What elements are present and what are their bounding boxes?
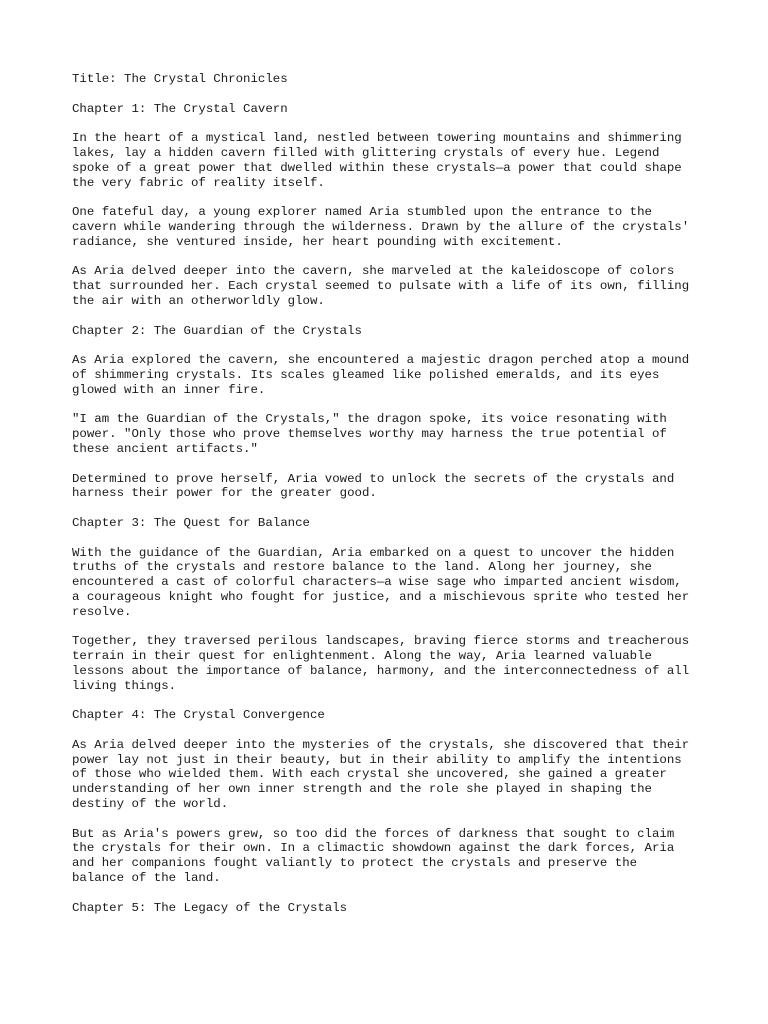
paragraph-line: In the heart of a mystical land, nestled between towering mountains and shimmering [72, 131, 682, 146]
chapter-3-paragraph-2 [72, 634, 704, 693]
chapter-4-paragraph-2 [72, 827, 704, 886]
chapter-2-heading [72, 324, 704, 339]
paragraph-line: But as Aria's powers grew, so too did the forces of darkness that sought to claim [72, 826, 675, 841]
paragraph-gap [72, 190, 704, 205]
paragraph-line: terrain in their quest for enlightenment. Along the way, Aria learned valuable [72, 649, 652, 664]
chapter-5-heading [72, 901, 704, 916]
chapter-4-paragraph-1 [72, 738, 704, 812]
paragraph-gap [72, 501, 704, 516]
chapter-1-paragraph-3 [72, 264, 704, 308]
paragraph-line: power lay not just in their beauty, but in their ability to amplify the intentions [72, 752, 682, 767]
document-title: Title: The Crystal Chronicles [72, 72, 288, 86]
paragraph-line: radiance, she ventured inside, her heart pounding with excitement. [72, 234, 563, 249]
paragraph-line: As Aria delved deeper into the cavern, she marveled at the kaleidoscope of colors [72, 264, 675, 279]
paragraph-gap [72, 812, 704, 827]
chapter-heading-line: Chapter 3: The Quest for Balance [72, 515, 310, 530]
chapter-1-paragraph-1 [72, 131, 704, 190]
chapter-2-paragraph-3 [72, 472, 704, 502]
paragraph-gap [72, 398, 704, 413]
document-text [72, 72, 704, 915]
chapter-1-paragraph-2 [72, 205, 704, 249]
paragraph-line: and her companions fought valiantly to protect the crystals and preserve the [72, 856, 638, 871]
paragraph-line: these ancient artifacts." [72, 441, 258, 456]
paragraph-line: As Aria explored the cavern, she encountered a majestic dragon perched atop a mound [72, 353, 690, 368]
paragraph-gap [72, 338, 704, 353]
paragraph-line: the air with an otherworldly glow. [72, 293, 325, 308]
paragraph-line: lakes, lay a hidden cavern filled with glittering crystals of every hue. Legend [72, 145, 660, 160]
paragraph-line: resolve. [72, 604, 132, 619]
chapter-heading-line: Chapter 1: The Crystal Cavern [72, 101, 288, 116]
paragraph-gap [72, 531, 704, 546]
paragraph-gap [72, 723, 704, 738]
paragraph-gap [72, 457, 704, 472]
paragraph-line: destiny of the world. [72, 797, 229, 812]
chapter-heading-line: Chapter 5: The Legacy of the Crystals [72, 900, 348, 915]
paragraph-line: truths of the crystals and restore balance to the land. Along her journey, she [72, 560, 652, 575]
paragraph-line: balance of the land. [72, 871, 221, 886]
chapter-heading-line: Chapter 2: The Guardian of the Crystals [72, 323, 362, 338]
chapter-4-heading [72, 708, 704, 723]
paragraph-line: understanding of her own inner strength and the role she played in shaping the [72, 782, 652, 797]
paragraph-gap [72, 619, 704, 634]
paragraph-gap [72, 309, 704, 324]
paragraph-gap [72, 87, 704, 102]
paragraph-line: living things. [72, 678, 177, 693]
paragraph-line: "I am the Guardian of the Crystals," the dragon spoke, its voice resonating with [72, 412, 667, 427]
paragraph-line: harness their power for the greater good. [72, 486, 377, 501]
chapter-3-heading [72, 516, 704, 531]
paragraph-gap [72, 116, 704, 131]
chapter-3-paragraph-1 [72, 546, 704, 620]
paragraph-line: power. "Only those who prove themselves worthy may harness the true potential of [72, 427, 667, 442]
paragraph-line: the very fabric of reality itself. [72, 175, 325, 190]
paragraph-gap [72, 693, 704, 708]
paragraph-line: glowed with an inner fire. [72, 382, 266, 397]
paragraph-line: Together, they traversed perilous landscapes, braving fierce storms and treacherous [72, 634, 690, 649]
paragraph-line: spoke of a great power that dwelled within these crystals—a power that could shape [72, 160, 682, 175]
paragraph-line: lessons about the importance of balance, harmony, and the interconnectedness of all [72, 663, 690, 678]
chapter-2-paragraph-2 [72, 412, 704, 456]
paragraph-line: that surrounded her. Each crystal seemed to pulsate with a life of its own, filling [72, 279, 690, 294]
chapter-2-paragraph-1 [72, 353, 704, 397]
paragraph-line: encountered a cast of colorful characters—a wise sage who imparted ancient wisdom, [72, 575, 682, 590]
paragraph-gap [72, 250, 704, 265]
paragraph-line: a courageous knight who fought for justice, and a mischievous sprite who tested her [72, 589, 690, 604]
paragraph-line: of those who wielded them. With each crystal she uncovered, she gained a greater [72, 767, 667, 782]
paragraph-line: As Aria delved deeper into the mysteries of the crystals, she discovered that their [72, 737, 690, 752]
paragraph-gap [72, 886, 704, 901]
paragraph-line: of shimmering crystals. Its scales gleamed like polished emeralds, and its eyes [72, 367, 660, 382]
paragraph-line: cavern while wandering through the wilderness. Drawn by the allure of the crystals' [72, 219, 690, 234]
paragraph-line: Determined to prove herself, Aria vowed to unlock the secrets of the crystals and [72, 471, 675, 486]
paragraph-line: With the guidance of the Guardian, Aria embarked on a quest to uncover the hidden [72, 545, 675, 560]
chapter-heading-line: Chapter 4: The Crystal Convergence [72, 708, 325, 723]
paragraph-line: One fateful day, a young explorer named Aria stumbled upon the entrance to the [72, 205, 652, 220]
paragraph-line: the crystals for their own. In a climactic showdown against the dark forces, Aria [72, 841, 675, 856]
chapter-1-heading [72, 102, 704, 117]
